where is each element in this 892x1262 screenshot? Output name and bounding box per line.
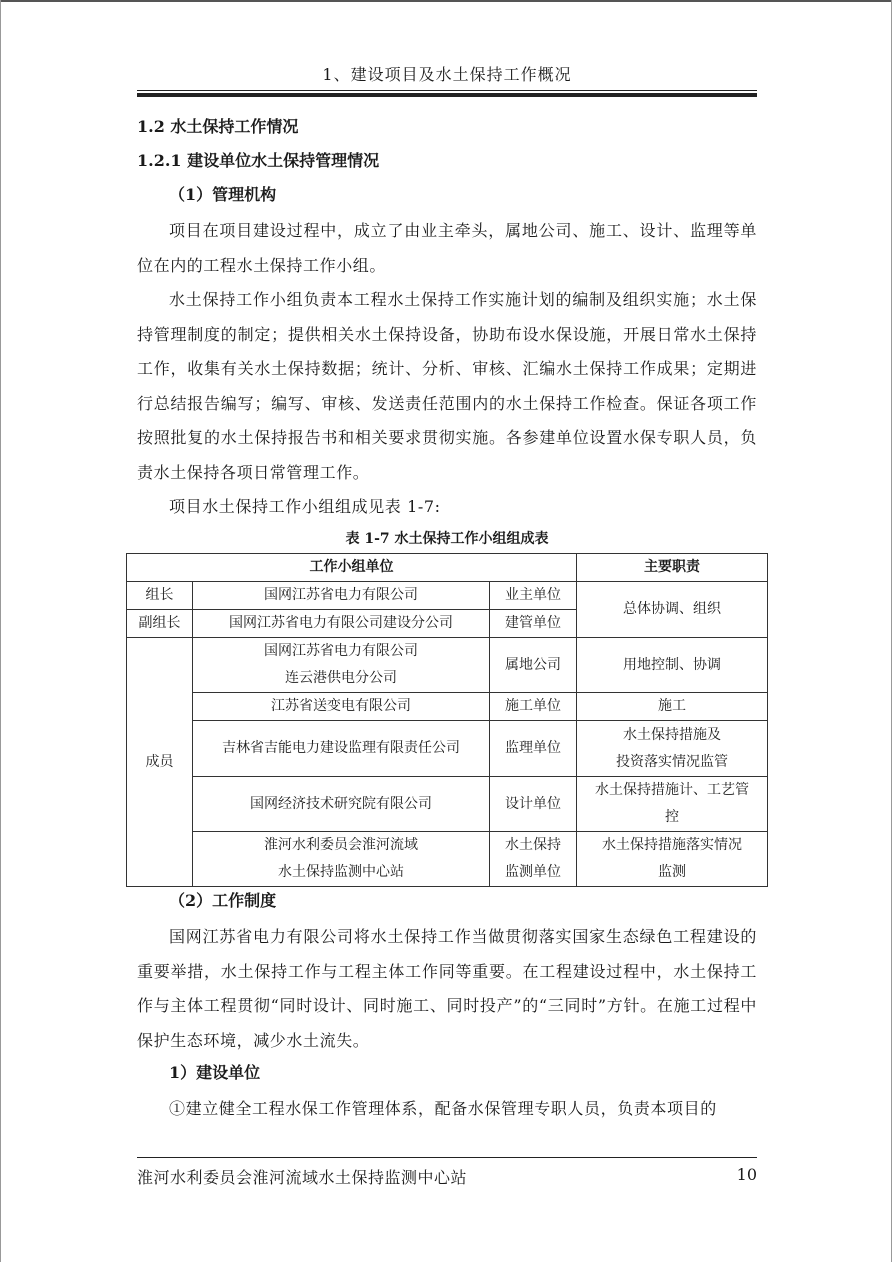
header-unit: 工作小组单位	[127, 554, 577, 582]
duty-cell	[577, 832, 768, 887]
section-heading-1-2: 1.2 水土保持工作情况	[137, 117, 299, 136]
footer-organization: 淮河水利委员会淮河流域水土保持监测中心站	[137, 1168, 468, 1187]
duty-line: 投资落实情况监管	[616, 753, 728, 770]
paragraph-work-system: 国网江苏省电力有限公司将水土保持工作当做贯彻落实国家生态绿色工程建设的重要举措，水土保持工作与工程主体工作同等重要。在工程建设过程中，水土保持工作与主体工程贯彻“同时设计、同时施工、同时投产”的“三同时”方针。在施工过程中保护生态环境，减少水土流失。	[137, 927, 757, 1050]
company-cell	[193, 638, 490, 693]
company-cell: 国网经济技术研究院有限公司	[193, 777, 490, 832]
company-cell	[193, 832, 490, 887]
header-rule-thin	[137, 90, 757, 91]
table-row	[127, 693, 768, 721]
duty-cell: 用地控制、协调	[577, 638, 768, 693]
table-header-row	[127, 554, 768, 582]
section-heading-1-2-1: 1.2.1 建设单位水土保持管理情况	[137, 151, 380, 170]
subheading-construction-unit: 1）建设单位	[169, 1063, 261, 1082]
paragraph-table-reference: 项目水土保持工作小组组成见表 1-7:	[169, 497, 441, 516]
type-cell	[490, 832, 577, 887]
lower-content	[137, 886, 757, 1127]
upper-content	[137, 112, 757, 551]
company-cell: 国网江苏省电力有限公司	[193, 582, 490, 610]
duty-line: 控	[665, 809, 679, 825]
type-cell: 监理单位	[490, 721, 577, 777]
paragraph-organization: 项目在项目建设过程中，成立了由业主牵头，属地公司、施工、设计、监理等单位在内的工程水土保持工作小组。	[137, 221, 757, 275]
type-cell: 业主单位	[490, 582, 577, 610]
duty-line: 水土保持措施及	[623, 726, 721, 743]
running-header: 1、建设项目及水土保持工作概况	[322, 65, 572, 84]
duty-line: 监测	[658, 864, 686, 880]
company-line: 淮河水利委员会淮河流域	[264, 837, 418, 853]
work-group-table	[126, 553, 768, 887]
page-number: 10	[736, 1165, 757, 1184]
company-line: 连云港供电分公司	[285, 670, 397, 686]
type-line: 水土保持	[505, 837, 561, 853]
page-left-border	[0, 0, 1, 1262]
header-duty: 主要职责	[577, 554, 768, 582]
type-cell: 设计单位	[490, 777, 577, 832]
subheading-work-system: （2）工作制度	[169, 891, 277, 910]
table-row	[127, 582, 768, 610]
paragraph-responsibilities: 水土保持工作小组负责本工程水土保持工作实施计划的编制及组织实施；水土保持管理制度的制定；提供相关水土保持设备，协助布设水保设施，开展日常水土保持工作，收集有关水土保持数据；统计、分析、审核、汇编水土保持工作成果；定期进行总结报告编写；编写、审核、发送责任范围内的水土保持工作检查。保证各项工作按照批复的水土保持报告书和相关要求贯彻实施。各参建单位设置水保专职人员，负责水土保持各项日常管理工作。	[137, 290, 757, 482]
company-cell: 吉林省吉能电力建设监理有限责任公司	[193, 721, 490, 777]
role-cell: 组长	[127, 582, 193, 610]
type-cell: 建管单位	[490, 610, 577, 638]
duty-line: 水土保持措施计、工艺管	[595, 782, 749, 798]
table-caption: 表 1-7 水土保持工作小组组成表	[345, 530, 549, 547]
duty-cell: 施工	[577, 693, 768, 721]
duty-cell	[577, 777, 768, 832]
type-cell: 属地公司	[490, 638, 577, 693]
header-rule-thick	[137, 93, 757, 97]
footer-rule	[137, 1157, 757, 1158]
subheading-management: （1）管理机构	[169, 185, 277, 204]
table-row	[127, 777, 768, 832]
duty-cell: 总体协调、组织	[577, 582, 768, 638]
table-row	[127, 832, 768, 887]
type-line: 监测单位	[505, 864, 561, 880]
table-row	[127, 638, 768, 693]
company-cell: 江苏省送变电有限公司	[193, 693, 490, 721]
company-line: 水土保持监测中心站	[278, 864, 404, 880]
company-line: 国网江苏省电力有限公司	[264, 643, 418, 659]
duty-cell	[577, 721, 768, 777]
role-cell: 副组长	[127, 610, 193, 638]
duty-line: 水土保持措施落实情况	[602, 837, 742, 853]
company-cell: 国网江苏省电力有限公司建设分公司	[193, 610, 490, 638]
type-cell: 施工单位	[490, 693, 577, 721]
role-cell: 成员	[127, 638, 193, 887]
paragraph-construction-unit: ①建立健全工程水保工作管理体系，配备水保管理专职人员，负责本项目的	[169, 1099, 717, 1118]
table-row	[127, 721, 768, 777]
page-top-border	[0, 0, 892, 2]
